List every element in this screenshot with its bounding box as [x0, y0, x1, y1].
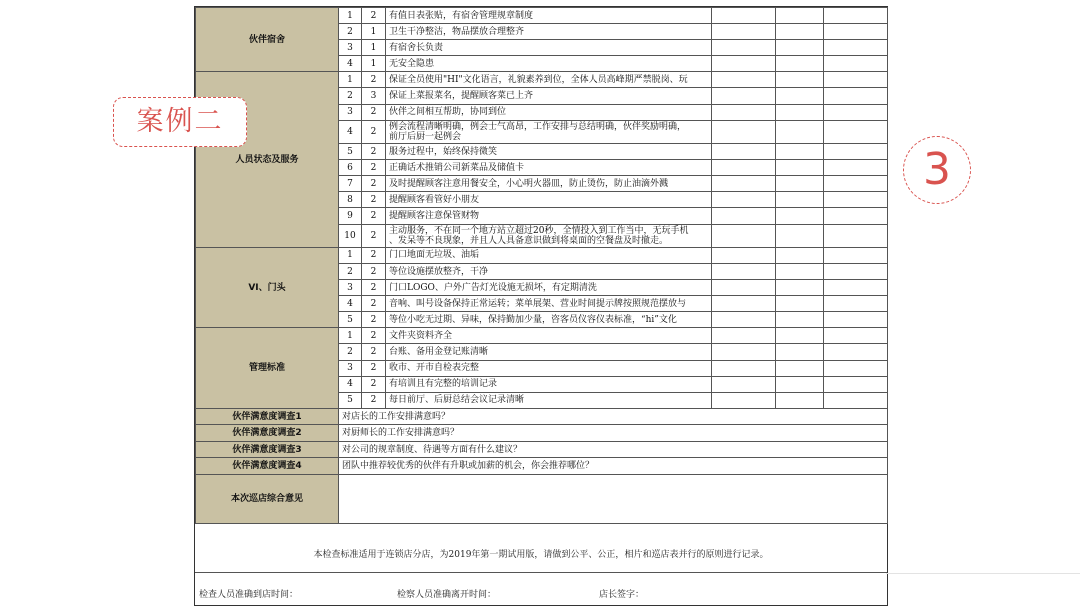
result-cell[interactable]	[776, 264, 824, 280]
result-cell[interactable]	[712, 176, 776, 192]
item-number: 6	[339, 160, 362, 176]
result-cell[interactable]	[776, 280, 824, 296]
result-cell[interactable]	[712, 224, 776, 247]
result-cell[interactable]	[712, 208, 776, 224]
survey-row	[196, 425, 888, 442]
result-cell[interactable]	[776, 376, 824, 392]
result-cell[interactable]	[712, 192, 776, 208]
result-cell[interactable]	[712, 88, 776, 104]
item-text	[386, 144, 712, 160]
category-cell: VI、门头	[196, 247, 339, 327]
item-text-line: 台账、备用金登记账清晰	[389, 347, 489, 358]
item-number: 1	[339, 328, 362, 344]
overall-row	[196, 474, 888, 523]
result-cell[interactable]	[712, 376, 776, 392]
inspection-table	[195, 7, 888, 524]
item-score: 2	[362, 144, 386, 160]
item-score: 2	[362, 247, 386, 263]
survey-question[interactable]: 对公司的规章制度、待遇等方面有什么建议？	[339, 441, 888, 458]
item-text	[386, 192, 712, 208]
item-score: 1	[362, 40, 386, 56]
arrive-time-label: 检查人员准确到店时间：	[199, 590, 299, 600]
item-number: 4	[339, 120, 362, 143]
item-score: 2	[362, 208, 386, 224]
item-score: 2	[362, 392, 386, 408]
result-cell[interactable]	[776, 104, 824, 120]
table-row	[196, 72, 888, 88]
survey-label: 伙伴满意度调查2	[196, 425, 339, 442]
item-score: 2	[362, 360, 386, 376]
item-number: 3	[339, 360, 362, 376]
result-cell[interactable]	[776, 24, 824, 40]
item-text-line: 提醒顾客注意保管财物	[389, 210, 480, 221]
item-text	[386, 224, 712, 247]
item-text-line: 服务过程中，始终保持微笑	[389, 146, 498, 157]
item-text	[386, 280, 712, 296]
result-cell[interactable]	[776, 160, 824, 176]
item-score: 2	[362, 176, 386, 192]
item-number: 4	[339, 376, 362, 392]
item-score: 1	[362, 56, 386, 72]
divider	[886, 573, 1080, 574]
result-cell[interactable]	[712, 72, 776, 88]
result-cell[interactable]	[824, 120, 888, 143]
result-cell[interactable]	[712, 120, 776, 143]
survey-question[interactable]: 对店长的工作安排满意吗？	[339, 408, 888, 425]
survey-label: 伙伴满意度调查4	[196, 458, 339, 475]
item-text	[386, 72, 712, 88]
item-number: 10	[339, 224, 362, 247]
item-score: 2	[362, 280, 386, 296]
result-cell[interactable]	[776, 392, 824, 408]
item-text	[386, 40, 712, 56]
item-text-line: 伙伴之间相互帮助，协同到位	[389, 107, 507, 118]
item-text	[386, 264, 712, 280]
category-cell: 伙伴宿舍	[196, 8, 339, 72]
result-cell[interactable]	[712, 392, 776, 408]
item-text-line: 保证上菜报菜名，提醒顾客菜已上齐	[389, 91, 534, 102]
item-text	[386, 296, 712, 312]
item-text	[386, 56, 712, 72]
item-text	[386, 344, 712, 360]
item-score: 2	[362, 296, 386, 312]
survey-label: 伙伴满意度调查3	[196, 441, 339, 458]
item-text-line: 卫生干净整洁，物品摆放合理整齐	[389, 26, 525, 37]
item-text	[386, 88, 712, 104]
item-score: 2	[362, 328, 386, 344]
item-text-line: 有值日表张贴，有宿舍管理规章制度	[389, 10, 534, 21]
item-number: 2	[339, 88, 362, 104]
result-cell[interactable]	[824, 72, 888, 88]
item-score: 2	[362, 160, 386, 176]
result-cell[interactable]	[712, 360, 776, 376]
item-text	[386, 392, 712, 408]
item-text-line: 每日前厅、后厨总结会议记录清晰	[389, 395, 525, 406]
item-score: 2	[362, 312, 386, 328]
survey-row	[196, 408, 888, 425]
result-cell[interactable]	[776, 344, 824, 360]
item-number: 4	[339, 296, 362, 312]
result-cell[interactable]	[824, 24, 888, 40]
item-score: 2	[362, 224, 386, 247]
item-score: 2	[362, 344, 386, 360]
result-cell[interactable]	[712, 296, 776, 312]
item-score: 2	[362, 192, 386, 208]
result-cell[interactable]	[712, 24, 776, 40]
result-cell[interactable]	[824, 208, 888, 224]
result-cell[interactable]	[712, 280, 776, 296]
result-cell[interactable]	[824, 160, 888, 176]
item-number: 3	[339, 40, 362, 56]
survey-label: 伙伴满意度调查1	[196, 408, 339, 425]
item-text-line: 门口地面无垃圾、油垢	[389, 250, 480, 261]
result-cell[interactable]	[776, 224, 824, 247]
result-cell[interactable]	[824, 264, 888, 280]
item-text	[386, 24, 712, 40]
overall-comment-field[interactable]	[339, 474, 888, 523]
item-text-line: 、发呆等不良现象，并且人人具备意识做到将桌面的空餐盘及时撤走。	[389, 235, 669, 246]
item-score: 2	[362, 104, 386, 120]
result-cell[interactable]	[712, 344, 776, 360]
result-cell[interactable]	[824, 344, 888, 360]
result-cell[interactable]	[824, 296, 888, 312]
item-text	[386, 247, 712, 263]
item-text-line: 主动服务，不在同一个地方站立超过20秒，全情投入到工作当中，无玩手机	[389, 225, 689, 236]
item-number: 1	[339, 8, 362, 24]
item-number: 4	[339, 56, 362, 72]
survey-question[interactable]: 团队中推荐较优秀的伙伴有升职或加薪的机会，你会推荐哪位？	[339, 458, 888, 475]
result-cell[interactable]	[712, 312, 776, 328]
result-cell[interactable]	[712, 8, 776, 24]
page-number-circle: 3	[903, 136, 971, 204]
leave-time-label: 检察人员准确离开时间：	[397, 590, 497, 600]
result-cell[interactable]	[824, 88, 888, 104]
item-text	[386, 328, 712, 344]
item-text	[386, 376, 712, 392]
item-text-line: 门口LOGO、户外广告灯光设施无损坏，有定期清洗	[389, 282, 597, 293]
result-cell[interactable]	[824, 40, 888, 56]
item-number: 5	[339, 144, 362, 160]
result-cell[interactable]	[776, 72, 824, 88]
result-cell[interactable]	[776, 40, 824, 56]
item-text-line: 文件夹资料齐全	[389, 330, 453, 341]
result-cell[interactable]	[776, 144, 824, 160]
item-number: 5	[339, 392, 362, 408]
item-number: 3	[339, 104, 362, 120]
item-text	[386, 104, 712, 120]
result-cell[interactable]	[712, 247, 776, 263]
item-number: 3	[339, 280, 362, 296]
item-score: 2	[362, 264, 386, 280]
result-cell[interactable]	[824, 312, 888, 328]
signature-row	[195, 572, 887, 605]
result-cell[interactable]	[824, 104, 888, 120]
item-number: 5	[339, 312, 362, 328]
table-row	[196, 247, 888, 263]
result-cell[interactable]	[712, 328, 776, 344]
result-cell[interactable]	[712, 160, 776, 176]
item-number: 2	[339, 264, 362, 280]
result-cell[interactable]	[776, 328, 824, 344]
item-number: 7	[339, 176, 362, 192]
item-score: 2	[362, 72, 386, 88]
result-cell[interactable]	[776, 56, 824, 72]
inspection-sheet	[194, 6, 888, 606]
survey-question[interactable]: 对厨师长的工作安排满意吗？	[339, 425, 888, 442]
item-text-line: 收市、开市自检表完整	[389, 363, 480, 374]
result-cell[interactable]	[776, 296, 824, 312]
result-cell[interactable]	[824, 247, 888, 263]
item-number: 2	[339, 344, 362, 360]
case-label: 案例二	[113, 97, 247, 147]
item-text-line: 保证全员使用"HI"文化语言，礼貌素养到位，全体人员高峰期严禁脱岗、玩	[389, 74, 688, 85]
item-text	[386, 208, 712, 224]
item-number: 9	[339, 208, 362, 224]
item-number: 8	[339, 192, 362, 208]
result-cell[interactable]	[712, 40, 776, 56]
result-cell[interactable]	[776, 8, 824, 24]
result-cell[interactable]	[824, 192, 888, 208]
item-text-line: 正确话术推销公司新菜品及储值卡	[389, 162, 525, 173]
item-number: 2	[339, 24, 362, 40]
item-text	[386, 120, 712, 143]
item-text-line: 等位小吃无过期、异味，保持勤加少量，咨客员仪容仪表标准，“hi”文化	[389, 314, 677, 325]
item-text-line: 有培训且有完整的培训记录	[389, 379, 498, 390]
item-text-line: 音响、叫号设备保持正常运转；菜单展架、营业时间提示牌按照规范摆放与	[389, 298, 687, 309]
item-text-line: 前厅后厨一起例会	[389, 131, 462, 142]
result-cell[interactable]	[824, 56, 888, 72]
item-score: 3	[362, 88, 386, 104]
item-score: 2	[362, 376, 386, 392]
item-text	[386, 176, 712, 192]
item-number: 1	[339, 72, 362, 88]
overall-label: 本次巡店综合意见	[196, 474, 339, 523]
survey-row	[196, 458, 888, 475]
item-text	[386, 8, 712, 24]
item-text-line: 例会流程清晰明确，例会士气高昂，工作安排与总结明确，伙伴奖励明确，	[389, 121, 687, 132]
survey-row	[196, 441, 888, 458]
result-cell[interactable]	[776, 88, 824, 104]
result-cell[interactable]	[712, 104, 776, 120]
result-cell[interactable]	[824, 8, 888, 24]
category-cell: 管理标准	[196, 328, 339, 408]
result-cell[interactable]	[776, 247, 824, 263]
item-text-line: 有宿舍长负责	[389, 42, 444, 53]
result-cell[interactable]	[712, 264, 776, 280]
item-score: 2	[362, 8, 386, 24]
manager-signature-label: 店长签字：	[599, 590, 645, 600]
result-cell[interactable]	[824, 360, 888, 376]
result-cell[interactable]	[776, 312, 824, 328]
result-cell[interactable]	[776, 360, 824, 376]
footnote: 本检查标准适用于连锁店分店，为2019年第一期试用版，请做到公平、公正，相片和巡店表并行的原则进行记录。	[313, 550, 769, 560]
table-row	[196, 8, 888, 24]
result-cell[interactable]	[776, 192, 824, 208]
result-cell[interactable]	[824, 328, 888, 344]
result-cell[interactable]	[824, 376, 888, 392]
item-number: 1	[339, 247, 362, 263]
result-cell[interactable]	[824, 392, 888, 408]
item-score: 2	[362, 120, 386, 143]
item-text	[386, 312, 712, 328]
result-cell[interactable]	[824, 224, 888, 247]
result-cell[interactable]	[776, 176, 824, 192]
item-text-line: 等位设施摆放整齐，干净	[389, 266, 489, 277]
item-text-line: 无安全隐患	[389, 58, 435, 69]
result-cell[interactable]	[712, 144, 776, 160]
item-score: 1	[362, 24, 386, 40]
result-cell[interactable]	[824, 144, 888, 160]
item-text-line: 及时提醒顾客注意用餐安全，小心明火器皿，防止烫伤，防止油滴外溅	[389, 178, 669, 189]
table-row	[196, 328, 888, 344]
result-cell[interactable]	[712, 56, 776, 72]
result-cell[interactable]	[824, 176, 888, 192]
item-text-line: 提醒顾客看管好小朋友	[389, 194, 480, 205]
result-cell[interactable]	[776, 120, 824, 143]
category-cell: 人员状态及服务	[196, 72, 339, 248]
item-text	[386, 360, 712, 376]
result-cell[interactable]	[824, 280, 888, 296]
result-cell[interactable]	[776, 208, 824, 224]
item-text	[386, 160, 712, 176]
